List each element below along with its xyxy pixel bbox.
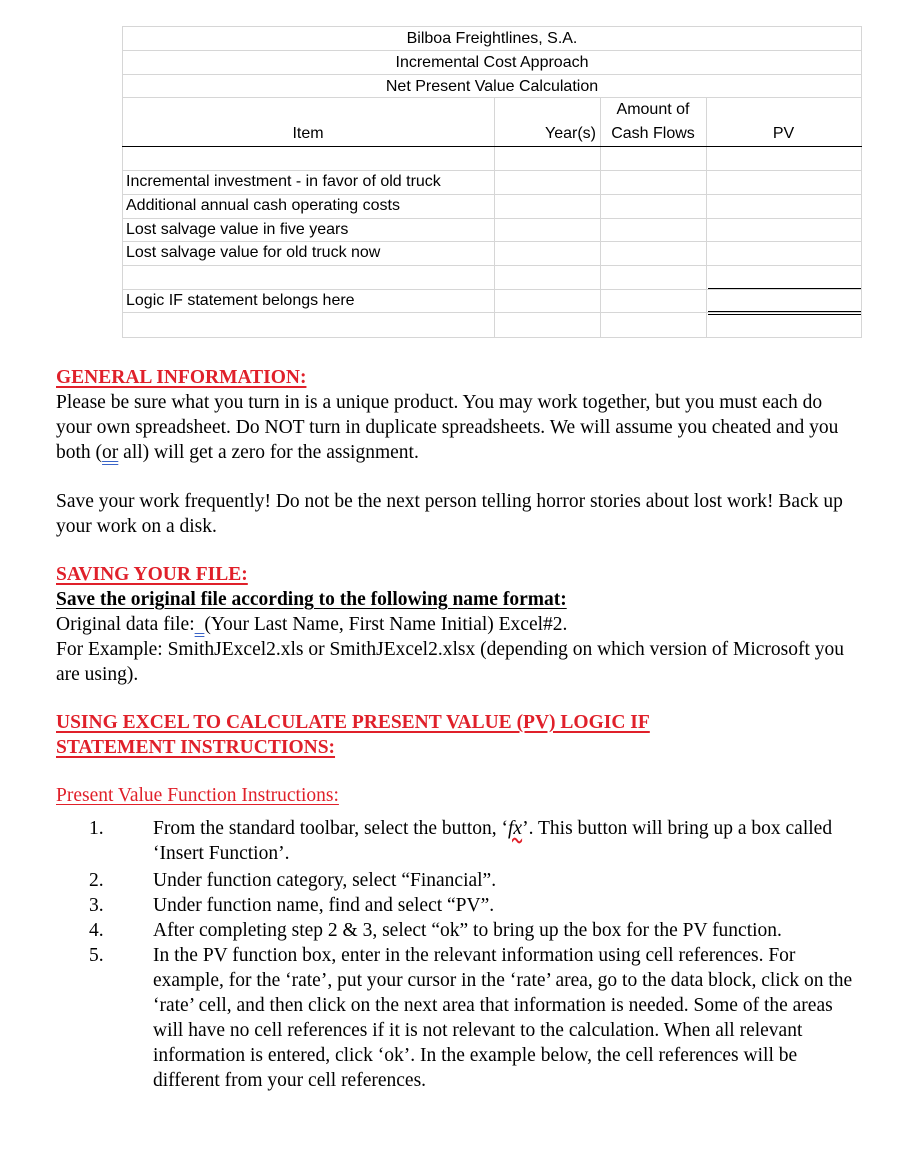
- saving-line-1: Original data file: (Your Last Name, First Name Initial) Excel#2.: [56, 614, 568, 635]
- spreadsheet-table: [122, 26, 862, 338]
- excel-heading: USING EXCEL TO CALCULATE PRESENT VALUE (PV) LOGIC IF STATEMENT INSTRUCTIONS:: [56, 712, 650, 758]
- step-item: 4. After completing step 2 & 3, select “ok” to bring up the box for the PV function.: [89, 920, 782, 941]
- row-logic-if: Logic IF statement belongs here: [126, 292, 355, 309]
- calculation-title: Net Present Value Calculation: [385, 78, 599, 95]
- or-word: or: [102, 442, 119, 463]
- header-amount-line2: Cash Flows: [611, 125, 695, 142]
- row-salvage-five-years: Lost salvage value in five years: [126, 221, 349, 238]
- general-heading: GENERAL INFORMATION:: [56, 367, 307, 388]
- header-amount-line1: Amount of: [616, 101, 690, 118]
- pv-instructions-subheading: Present Value Function Instructions:: [56, 785, 339, 806]
- header-item: Item: [292, 125, 324, 142]
- step-item: 1. From the standard toolbar, select the button, ‘fx’. This button will bring up a box called ‘Insert Function’.: [89, 818, 833, 864]
- row-salvage-old-truck: Lost salvage value for old truck now: [126, 244, 381, 261]
- saving-heading: SAVING YOUR FILE:: [56, 564, 248, 585]
- company-title: Bilboa Freightlines, S.A.: [406, 30, 578, 47]
- step-item: 3. Under function name, find and select “PV”.: [89, 895, 495, 916]
- step-item: 5. In the PV function box, enter in the relevant information using cell references. For example, for the ‘rate’, put your cursor in the ‘rate’ area, go to the data block, click on the ‘rate’ cell, and then click on the next area that information is needed. Some of the areas will have no cell references if it is not relevant to the calculation. When all relevant information is entered, click ‘ok’. In the example below, the cell references will be different from your cell references.: [89, 945, 853, 1091]
- steps-list: [56, 816, 856, 1093]
- row-incremental-investment: Incremental investment - in favor of old truck: [126, 173, 441, 190]
- row-operating-costs: Additional annual cash operating costs: [126, 197, 400, 214]
- saving-line-2: For Example: SmithJExcel2.xls or SmithJExcel2.xlsx (depending on which version of Microsoft you are using).: [56, 639, 845, 685]
- header-pv: PV: [772, 125, 795, 142]
- general-paragraph-1: Please be sure what you turn in is a unique product. You may work together, but you must each do your own spreadsheet. Do NOT turn in duplicate spreadsheets. We will assume you cheated and you both (or all) will get a zero for the assignment.: [56, 392, 839, 463]
- approach-title: Incremental Cost Approach: [395, 54, 589, 71]
- instructions-document: [56, 365, 856, 1093]
- step-item: 2. Under function category, select “Financial”.: [89, 870, 497, 891]
- saving-subheading: Save the original file according to the following name format:: [56, 589, 567, 610]
- fx-icon: fx: [508, 818, 523, 839]
- header-years: Year(s): [545, 125, 596, 142]
- general-paragraph-2: Save your work frequently! Do not be the next person telling horror stories about lost work! Back up your work on a disk.: [56, 491, 843, 537]
